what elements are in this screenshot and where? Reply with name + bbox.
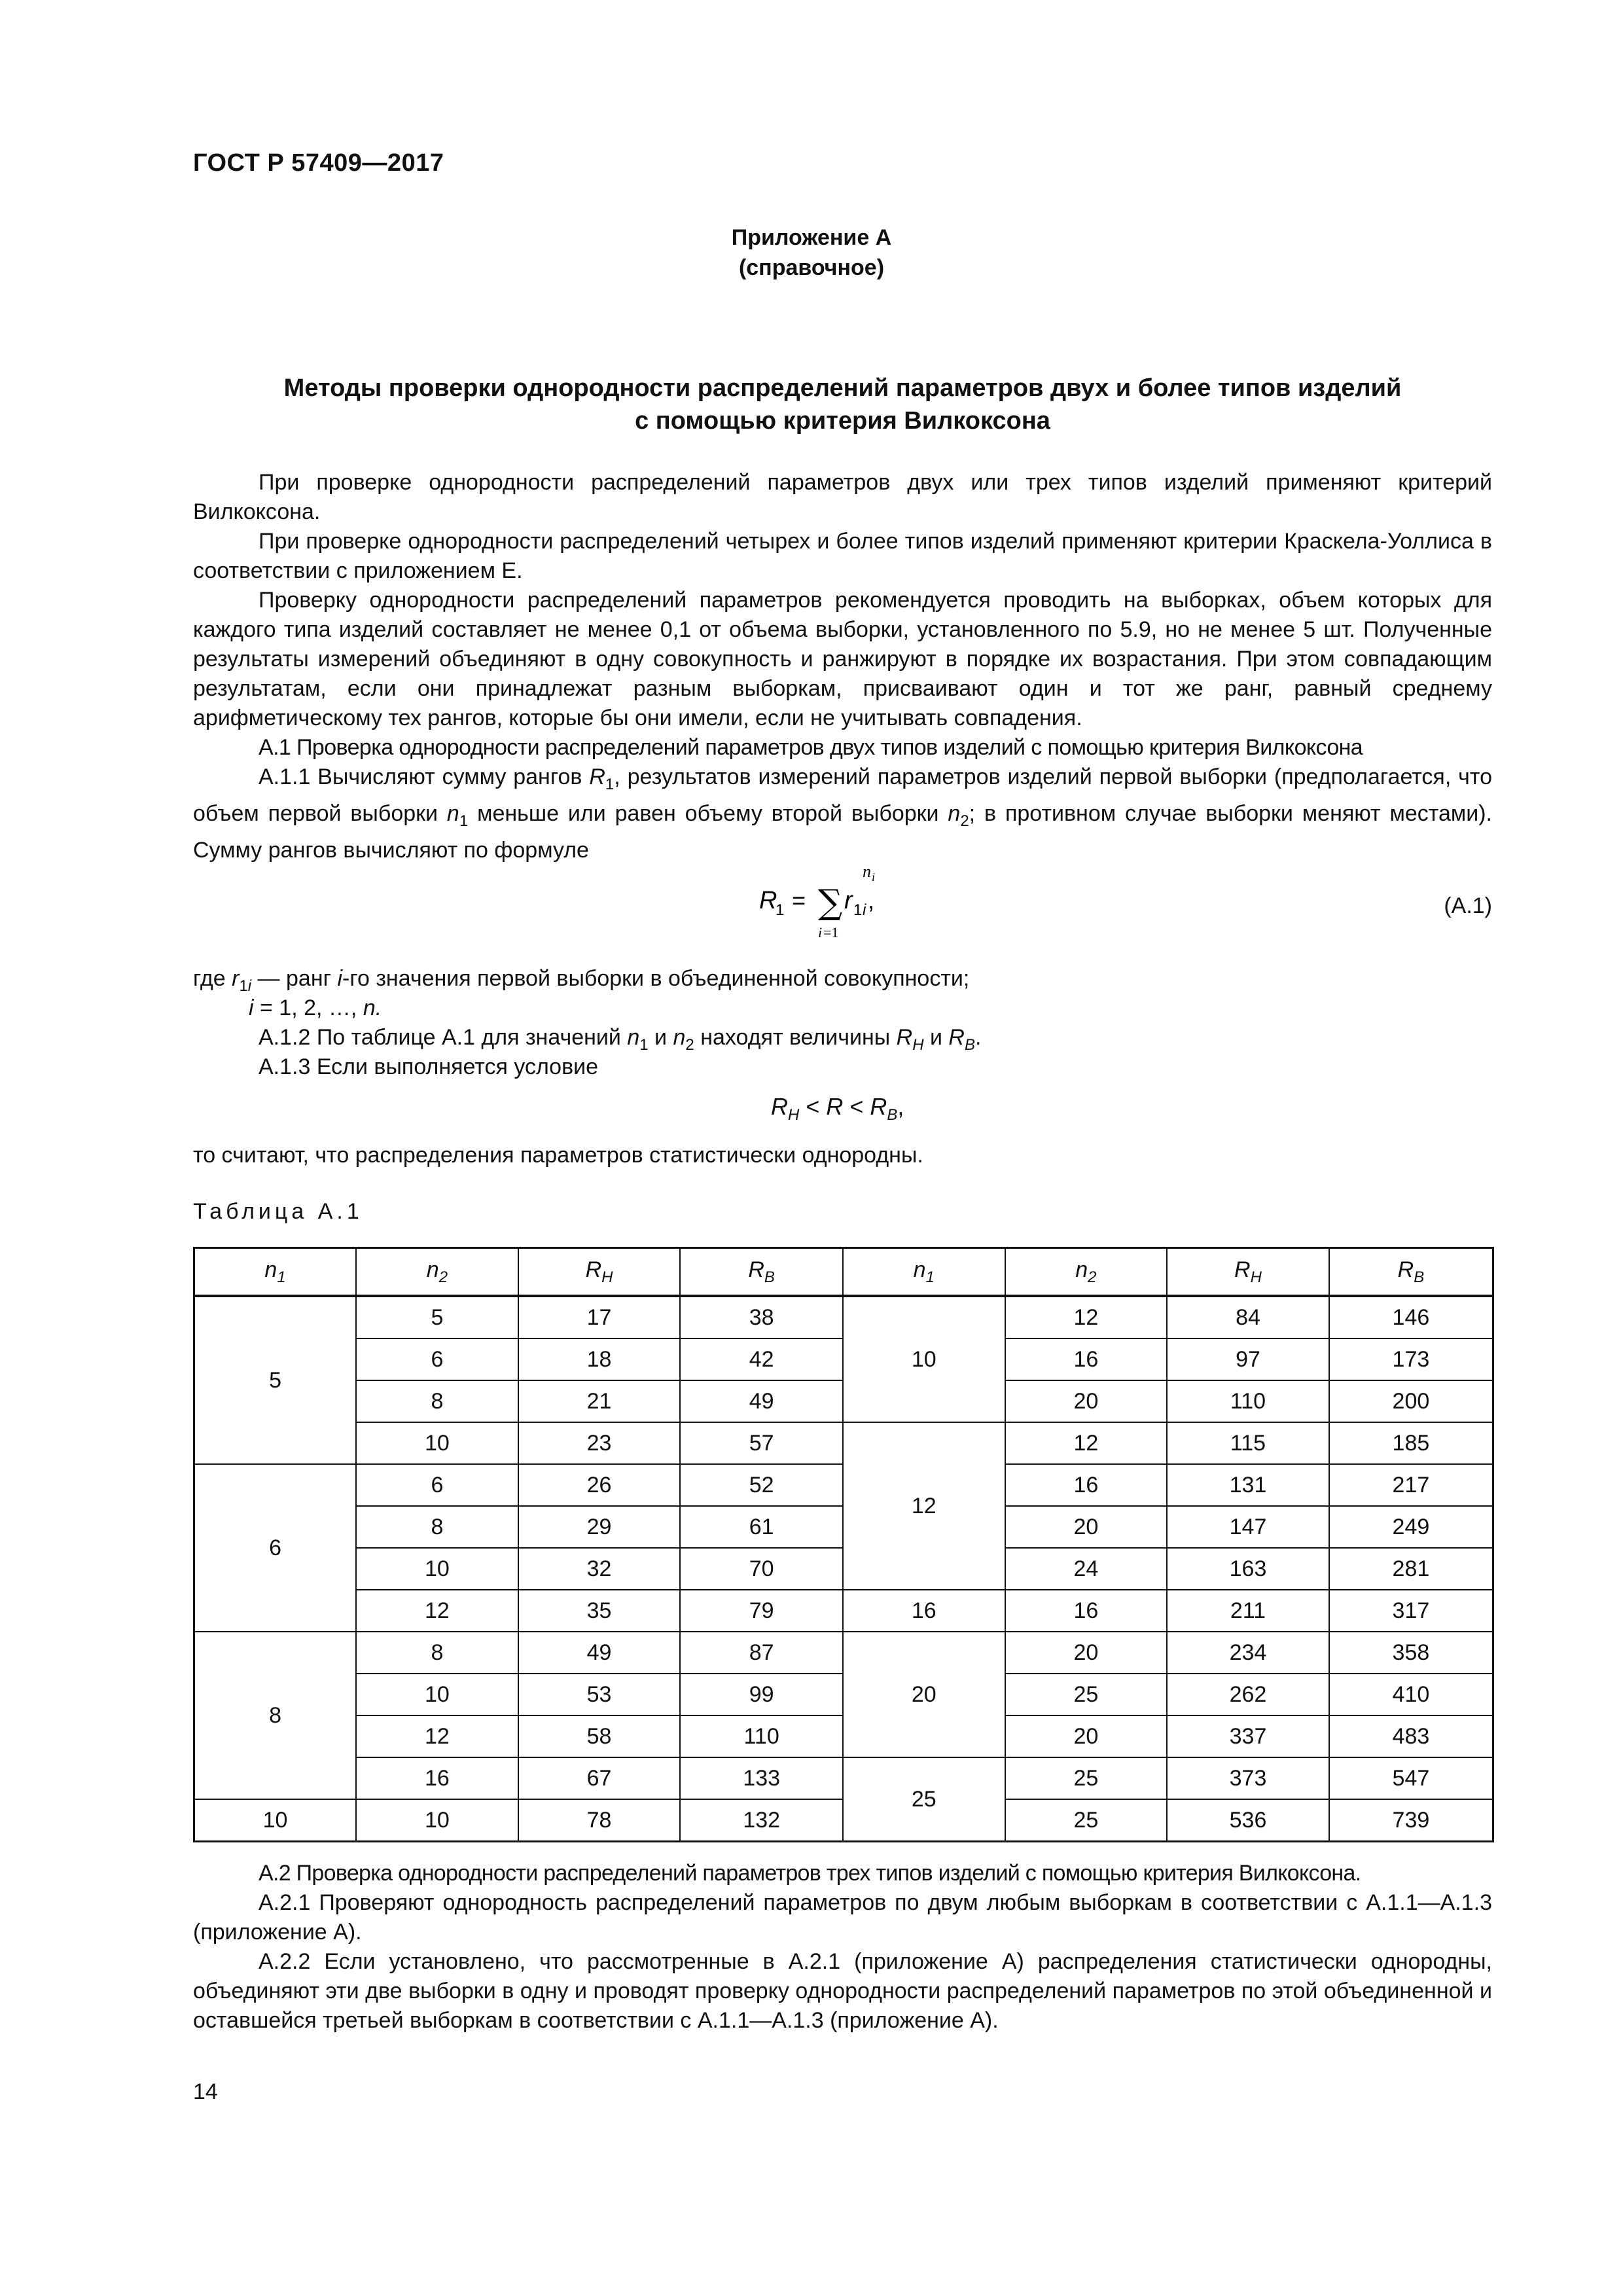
svg-text:r: r: [844, 887, 853, 914]
table-caption: Таблица А.1: [193, 1199, 363, 1224]
equation-number: (А.1): [1444, 893, 1492, 918]
table-row: 8 21 49 20 110 200: [194, 1380, 1493, 1422]
appendix-type: (справочное): [738, 255, 885, 280]
svg-text:=: =: [792, 887, 806, 914]
col-header-n1-left: $n_1$: [194, 1248, 357, 1297]
table-row: 10 53 99 25 262 410: [194, 1674, 1493, 1715]
where-line-1: где $r_{1i}$ — ранг i-го значения первой выборки в объединенной совокупности;: [193, 966, 970, 995]
page-number: 14: [193, 2079, 218, 2104]
clause-a2: А.2 Проверка однородности распределений параметров трех типов изделий с помощью критерия Вилкоксона.: [259, 1861, 1361, 1886]
table-row: 10 23 57 12 12 115 185: [194, 1422, 1493, 1464]
condition-formula: $R_H < R < R_B$,: [771, 1093, 904, 1124]
svg-text:i: i: [872, 870, 876, 884]
paragraph-2: При проверке однородности распределений четырех и более типов изделий применяют критерии Краскела-Уоллиса в соответствии с приложением Е.: [193, 529, 1492, 583]
svg-text:∑: ∑: [818, 883, 843, 922]
section-title: [193, 372, 1492, 437]
table-row: 8 29 61 20 147 249: [194, 1506, 1493, 1548]
table-header-row: [194, 1248, 1493, 1297]
table-row: 12 58 110 20 337 483: [194, 1715, 1493, 1757]
svg-text:n: n: [863, 862, 871, 881]
svg-text:R: R: [759, 887, 777, 914]
standard-header: ГОСТ Р 57409—2017: [193, 149, 444, 177]
table-row: 6 6 26 52 16 131 217: [194, 1464, 1493, 1506]
clause-a21: А.2.1 Проверяют однородность распределений параметров по двум любым выборкам в соответствии с А.1.1—А.1.3 (приложение А).: [193, 1890, 1492, 1945]
where-line-2: i = 1, 2, …, n.: [249, 996, 382, 1020]
col-header-rh-left: $R_H$: [518, 1248, 681, 1297]
table-a1: [193, 1247, 1494, 1842]
svg-text:i: i: [818, 924, 823, 941]
table-row: 16 67 133 25 25 373 547: [194, 1757, 1493, 1799]
clause-a1: А.1 Проверка однородности распределений параметров двух типов изделий с помощью критерия Вилкоксона: [259, 735, 1363, 760]
formula-a1: [753, 857, 923, 942]
title-line-1: Методы проверки однородности распределений параметров двух и более типов изделий: [283, 374, 1402, 402]
col-header-rb-left: $R_B$: [680, 1248, 843, 1297]
appendix-heading: [0, 223, 1623, 283]
svg-text:=1: =1: [823, 924, 839, 941]
table-row: 10 32 70 24 163 281: [194, 1548, 1493, 1590]
col-header-n2-left: $n_2$: [356, 1248, 518, 1297]
clause-a11: А.1.1 Вычисляют сумму рангов $R_1$, результатов измерений параметров изделий первой выборки (предполагается, что объем первой выборки $n_1$ меньше или равен объему второй выборки $n_2$; в противном случае выборки меняют местами). Сумму рангов вычисляют по формуле: [193, 764, 1492, 863]
svg-text:,: ,: [868, 887, 875, 914]
col-header-rh-right: $R_H$: [1167, 1248, 1329, 1297]
col-header-n2-right: $n_2$: [1005, 1248, 1168, 1297]
svg-text:1: 1: [853, 901, 863, 919]
title-line-2: с помощью критерия Вилкоксона: [635, 407, 1050, 435]
table-row: 8 8 49 87 20 20 234 358: [194, 1632, 1493, 1674]
svg-text:i: i: [863, 901, 866, 919]
clause-a13: А.1.3 Если выполняется условие: [259, 1054, 599, 1079]
clause-a22: А.2.2 Если установлено, что рассмотренные в А.2.1 (приложение А) распределения статистически однородны, объединяют эти две выборки в одну и проводят проверку однородности распределений параметров по этой объединенной и оставшейся третьей выборкам в соответствии с А.1.1—А.1.3 (приложение А).: [193, 1949, 1492, 2033]
appendix-label: Приложение А: [731, 225, 892, 250]
table-row: 12 35 79 16 16 211 317: [194, 1590, 1493, 1632]
svg-text:1: 1: [776, 901, 785, 919]
conclusion: то считают, что распределения параметров статистически однородны.: [193, 1143, 923, 1168]
table-row: 10 10 78 132 25 536 739: [194, 1799, 1493, 1842]
table-row: 5 5 17 38 10 12 84 146: [194, 1296, 1493, 1338]
table-row: 6 18 42 16 97 173: [194, 1338, 1493, 1380]
clause-a12: А.1.2 По таблице А.1 для значений $n_1$ и $n_2$ находят величины $R_H$ и $R_B$.: [259, 1025, 982, 1054]
col-header-rb-right: $R_B$: [1329, 1248, 1493, 1297]
paragraph-3: Проверку однородности распределений параметров рекомендуется проводить на выборках, объем которых для каждого типа изделий составляет не менее 0,1 от объема выборки, установленного по 5.9, но не менее 5 шт. Полученные результаты измерений объединяют в одну совокупность и ранжируют в порядке их возрастания. При этом совпадающим результатам, если они принадлежат разным выборкам, присваивают один и тот же ранг, равный среднему арифметическому тех рангов, которые бы они имели, если не учитывать совпадения.: [193, 588, 1492, 730]
paragraph-1: При проверке однородности распределений параметров двух или трех типов изделий применяют критерий Вилкоксона.: [193, 470, 1492, 524]
col-header-n1-right: $n_1$: [843, 1248, 1005, 1297]
